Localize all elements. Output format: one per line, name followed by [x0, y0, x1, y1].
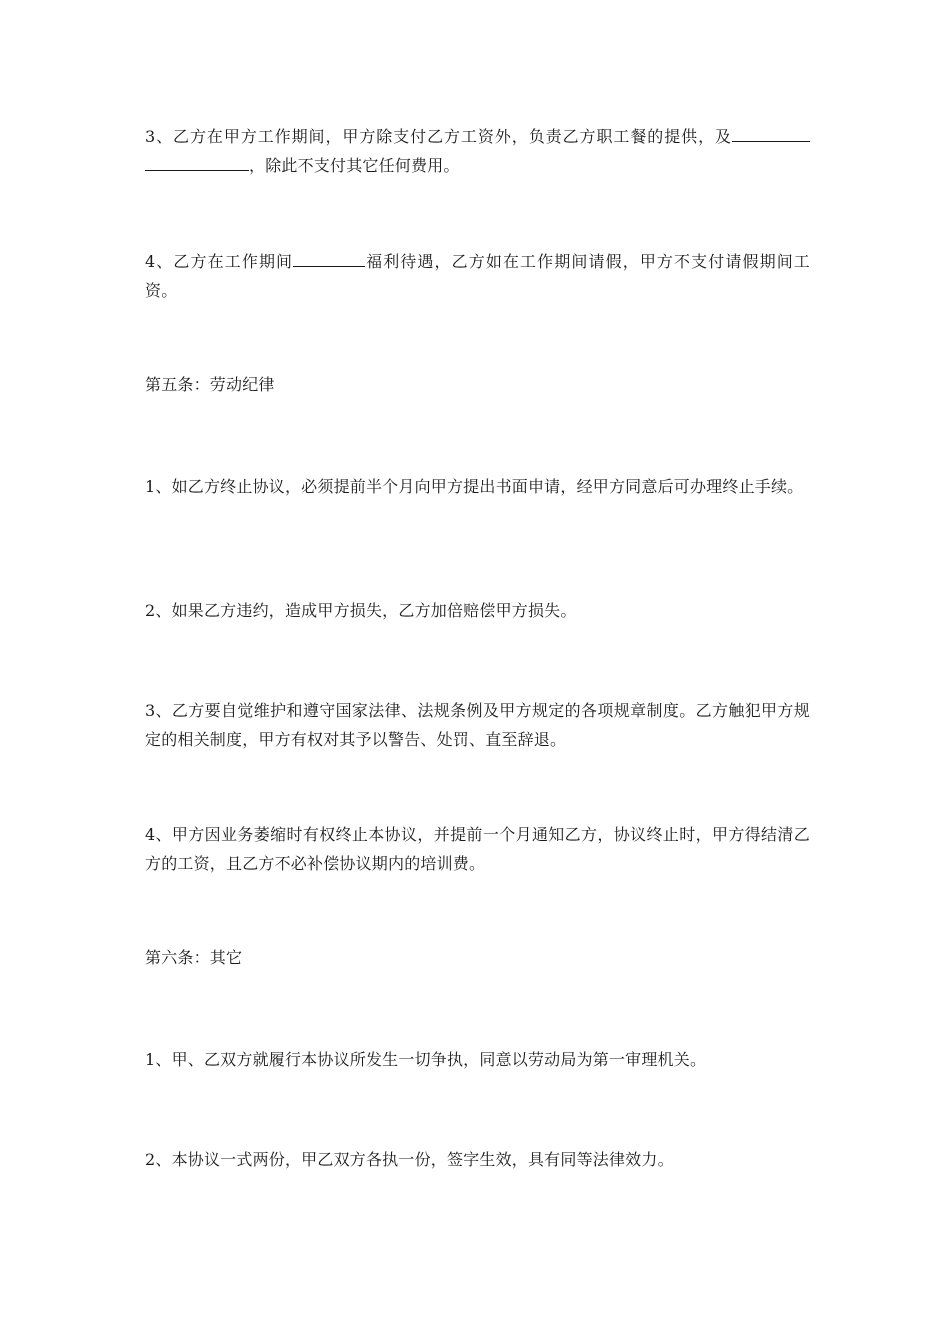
- clause-4-4-text-after: 福利待遇，乙方如在工作期间请假，甲方不支付请假期间工资。: [145, 252, 811, 300]
- clause-5-2: 2、如果乙方违约，造成甲方损失，乙方加倍赔偿甲方损失。: [145, 601, 577, 620]
- clause-4-4: [145, 247, 810, 305]
- blank-line: [145, 152, 249, 171]
- clause-5-3: 3、乙方要自觉维护和遵守国家法律、法规条例及甲方规定的各项规章制度。乙方触犯甲方规定的相关制度，甲方有权对其予以警告、处罚、直至辞退。: [145, 701, 810, 749]
- clause-4-4-text-before: 4、乙方在工作期间: [145, 252, 294, 271]
- blank-line: [293, 248, 365, 267]
- clause-6-1: 1、甲、乙双方就履行本协议所发生一切争执，同意以劳动局为第一审理机关。: [145, 1050, 707, 1069]
- clause-5-1: 1、如乙方终止协议，必须提前半个月向甲方提出书面申请，经甲方同意后可办理终止手续。: [145, 477, 804, 496]
- clause-4-3-text-before: 3、乙方在甲方工作期间，甲方除支付乙方工资外，负责乙方职工餐的提供，及: [145, 127, 732, 146]
- article-5-title: 第五条：劳动纪律: [145, 375, 275, 394]
- blank-line: [732, 123, 810, 142]
- clause-5-4: 4、甲方因业务萎缩时有权终止本协议，并提前一个月通知乙方，协议终止时，甲方得结清乙方的工资，且乙方不必补偿协议期内的培训费。: [145, 825, 810, 873]
- clause-4-3: [145, 122, 810, 180]
- clause-6-2: 2、本协议一式两份，甲乙双方各执一份，签字生效，具有同等法律效力。: [145, 1150, 674, 1169]
- clause-4-3-text-after: ，除此不支付其它任何费用。: [249, 156, 460, 175]
- article-6-title: 第六条：其它: [145, 948, 243, 967]
